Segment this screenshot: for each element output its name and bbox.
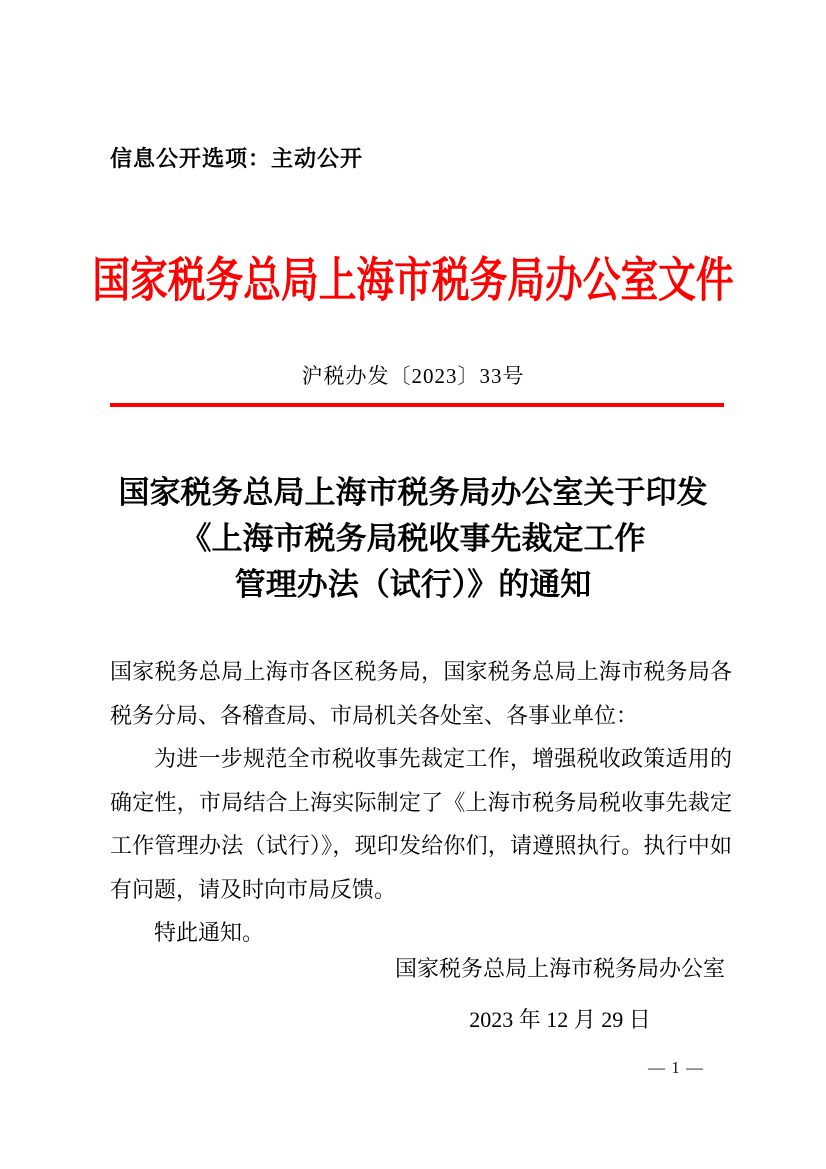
issuing-office-signature: 国家税务总局上海市税务局办公室 bbox=[394, 956, 725, 981]
letterhead-title: 国家税务总局上海市税务局办公室文件 bbox=[92, 253, 734, 307]
red-letterhead-banner bbox=[0, 250, 826, 312]
red-divider-line bbox=[110, 403, 724, 407]
disclosure-option-label: 信息公开选项：主动公开 bbox=[110, 146, 364, 171]
notice-title bbox=[0, 470, 826, 608]
notice-title-line-1: 国家税务总局上海市税务局办公室关于印发 bbox=[118, 475, 708, 510]
issue-date: 2023 年 12 月 29 日 bbox=[469, 1007, 651, 1032]
page-number: — 1 — bbox=[648, 1058, 704, 1077]
signature-block bbox=[395, 952, 725, 1036]
notice-title-line-2: 《上海市税务局税收事先裁定工作 bbox=[180, 521, 646, 556]
closing-line: 特此通知。 bbox=[154, 920, 265, 945]
main-body-paragraph: 为进一步规范全市税收事先裁定工作，增强税收政策适用的确定性，市局结合上海实际制定了《上海市税务局税收事先裁定工作管理办法（试行）》，现印发给你们，请遵照执行。执行中如有问题，请及时向市局反馈。 bbox=[110, 746, 732, 902]
notice-title-line-3: 管理办法（试行）》的通知 bbox=[234, 567, 592, 602]
recipients-paragraph: 国家税务总局上海市各区税务局，国家税务总局上海市税务局各税务分局、各稽查局、市局机关各处室、各事业单位： bbox=[110, 659, 732, 728]
document-number: 沪税办发〔2023〕33号 bbox=[301, 364, 525, 388]
document-body bbox=[110, 650, 732, 955]
